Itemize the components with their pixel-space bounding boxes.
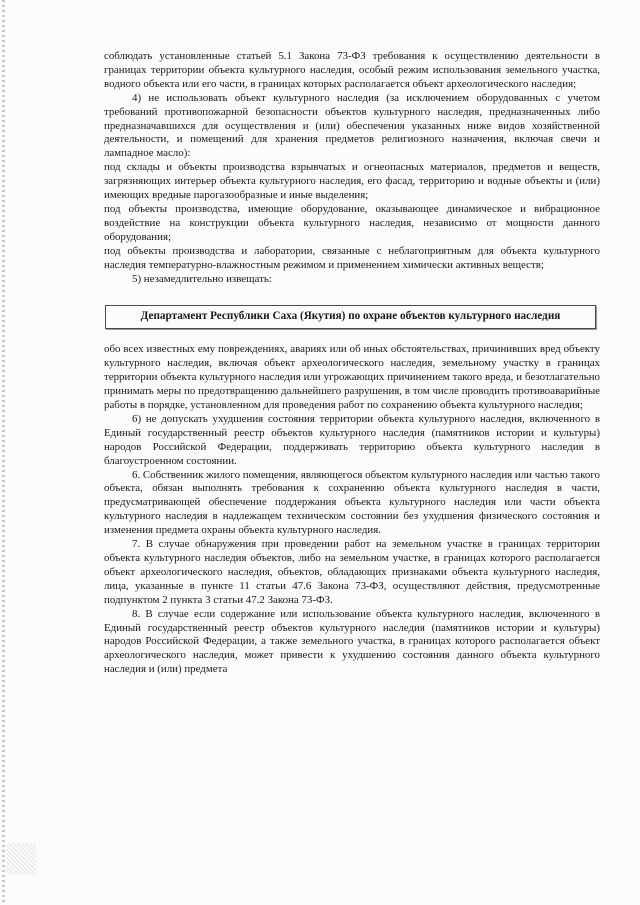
paragraph-section-8: 8. В случае если содержание или использование объекта культурного наследия, включенного в Единый государственный реестр объектов культурного наследия (памятников истории и культуры) народов Российской Федерации, а также земельного участка, в границах которого располагается объект археологического наследия, может привести к ухудшению состояния данного объекта культурного наследия и (или) предмета xyxy=(104,607,600,676)
text-block-bottom xyxy=(104,343,600,677)
paragraph-item-4: 4) не использовать объект культурного наследия (за исключением оборудованных с учетом требований противопожарной безопасности объектов культурного наследия, предназначенных либо предназначавшихся для осуществления и (или) обеспечения указанных ниже видов хозяйственной деятельности, и помещений для хранения предметов религиозного назначения, включая свечи и лампадное масло): xyxy=(104,91,600,160)
paragraph-warehouses: под склады и объекты производства взрывчатых и огнеопасных материалов, предметов и веществ, загрязняющих интерьер объекта культурного наследия, его фасад, территорию и водные объекты и (или) имеющих вредные парогазообразные и иные выделения; xyxy=(104,161,600,202)
paragraph-vibration: под объекты производства, имеющие оборудование, оказывающее динамическое и вибрационное воздействие на конструкции объекта культурного наследия, независимо от мощности данного оборудования; xyxy=(104,202,600,243)
paragraph-requirements: соблюдать установленные статьей 5.1 Закона 73-ФЗ требования к осуществлению деятельности в границах территории объекта культурного наследия, особый режим использования земельного участка, водного объекта или его части, в границах которых располагается объект археологического наследия; xyxy=(104,50,600,90)
paragraph-section-6: 6. Собственник жилого помещения, являющегося объектом культурного наследия или частью такого объекта, обязан выполнять требования к сохранению объекта культурного наследия в части, предусматривающей обеспечение поддержания объекта культурного наследия или части объекта культурного наследия в надлежащем техническом состоянии без ухудшения физического состояния и изменения предмета охраны объекта культурного наследия. xyxy=(104,468,600,537)
paragraph-laboratories: под объекты производства и лаборатории, связанные с неблагоприятным для объекта культурного наследия температурно-влажностным режимом и применением химически активных веществ; xyxy=(104,244,600,271)
paragraph-item-5: 5) незамедлительно извещать: xyxy=(132,272,272,285)
document-body xyxy=(104,50,600,677)
paragraph-damage-notice: обо всех известных ему повреждениях, авариях или об иных обстоятельствах, причинивших вред объекту культурного наследия, включая объект археологического наследия, земельному участку в границах территории объекта культурного наследия или угрожающих причинением такого вреда, и безотлагательно принимать меры по предотвращению дальнейшего разрушения, в том числе проводить противоаварийные работы в порядке, установленном для проведения работ по сохранению объекта культурного наследия; xyxy=(104,343,600,412)
paragraph-section-7: 7. В случае обнаружения при проведении работ на земельном участке в границах территории объекта культурного наследия объектов, либо на земельном участке, в границах которого располагается объект археологического наследия, объектов, обладающих признаками объекта культурного наследия, лица, указанные в пункте 11 статьи 47.6 Закона 73-ФЗ, осуществляют действия, предусмотренные подпунктом 2 пункта 3 статьи 47.2 Закона 73-ФЗ. xyxy=(104,538,600,606)
department-banner: Департамент Республики Саха (Якутия) по охране объектов культурного наследия xyxy=(105,305,596,329)
paragraph-item-6: 6) не допускать ухудшения состояния территории объекта культурного наследия, включенного в Единый государственный реестр объектов культурного наследия (памятников истории и культуры) народов Российской Федерации, поддерживать территорию объекта культурного наследия в благоустроенном состоянии. xyxy=(104,412,600,467)
scan-artifact xyxy=(6,843,36,875)
text-block-top xyxy=(104,50,600,286)
